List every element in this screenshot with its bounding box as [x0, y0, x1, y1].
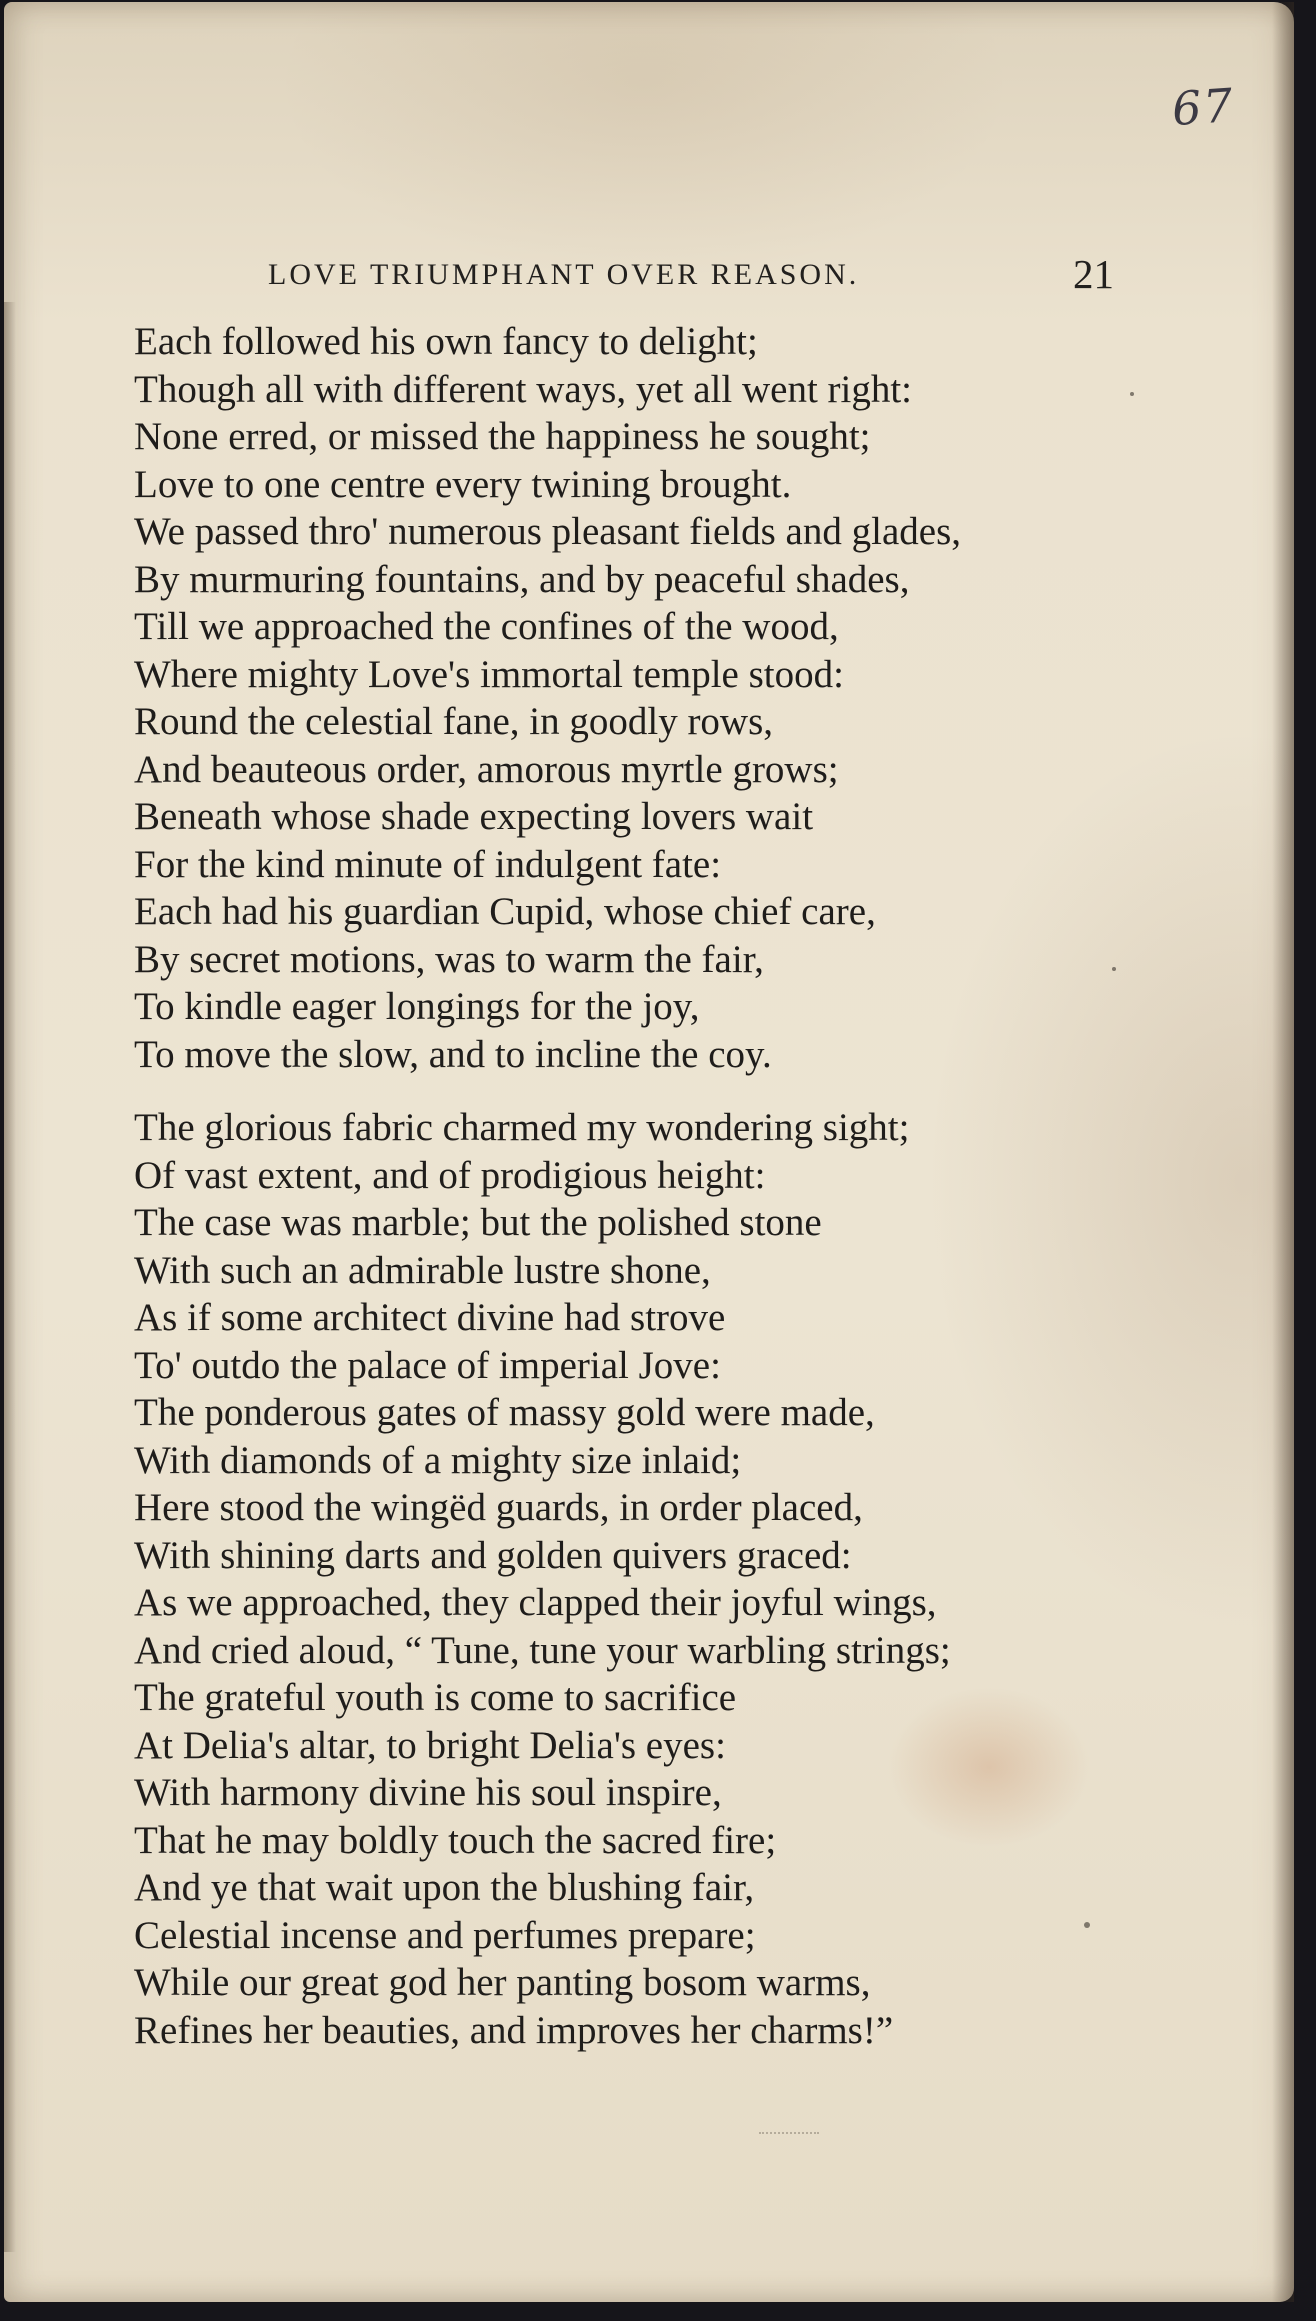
verse-line: Love to one centre every twining brought.: [134, 462, 792, 506]
running-title: LOVE TRIUMPHANT OVER REASON.: [268, 258, 860, 291]
verse-line: Beneath whose shade expecting lovers wait: [134, 795, 814, 838]
verse-line: Where mighty Love's immortal temple stood:: [134, 652, 844, 696]
verse-line: As if some architect divine had strove: [134, 1296, 726, 1339]
verse-line: Each followed his own fancy to delight;: [134, 320, 758, 363]
verse-line: With harmony divine his soul inspire,: [134, 1771, 722, 1814]
page-edge-shadow: [1272, 2, 1294, 2302]
stanza-1: [134, 318, 1144, 1078]
verse-line: At Delia's altar, to bright Delia's eyes:: [134, 1723, 726, 1767]
ink-speck: [1084, 1922, 1090, 1928]
verse-line: Of vast extent, and of prodigious height:: [134, 1153, 766, 1197]
verse-line: The case was marble; but the polished stone: [134, 1201, 822, 1244]
verse-line: That he may boldly touch the sacred fire;: [134, 1818, 777, 1862]
stanza-2: [134, 1104, 1144, 2054]
verse-line: Till we approached the confines of the wood,: [134, 605, 839, 648]
ink-speck: [1130, 392, 1134, 396]
paper-page: [4, 2, 1294, 2302]
verse-line: The ponderous gates of massy gold were made,: [134, 1391, 875, 1434]
verse-line: Round the celestial fane, in goodly rows,: [134, 700, 774, 743]
verse-line: And cried aloud, “ Tune, tune your warbling strings;: [134, 1628, 951, 1672]
verse-line: Each had his guardian Cupid, whose chief care,: [134, 890, 876, 933]
verse-line: While our great god her panting bosom warms,: [134, 1961, 871, 2004]
verse-line: Here stood the wingëd guards, in order placed,: [134, 1486, 863, 1529]
verse-line: Celestial incense and perfumes prepare;: [134, 1913, 756, 1957]
handwritten-folio-number: 67: [1170, 77, 1237, 137]
verse-line: None erred, or missed the happiness he sought;: [134, 415, 871, 458]
verse-line: And beauteous order, amorous myrtle grows;: [134, 747, 839, 791]
verse-line: To move the slow, and to incline the coy.: [134, 1032, 772, 1076]
ink-speck: [1112, 967, 1116, 971]
verse-line: Though all with different ways, yet all went right:: [134, 367, 913, 411]
page-gutter-shadow: [4, 302, 16, 2252]
verse-line: Refines her beauties, and improves her charms!”: [134, 2008, 894, 2052]
verse-line: To kindle eager longings for the joy,: [134, 985, 700, 1028]
verse-line: And ye that wait upon the blushing fair,: [134, 1866, 755, 1909]
verse-line: The grateful youth is come to sacrifice: [134, 1676, 737, 1719]
verse-line: With shining darts and golden quivers graced:: [134, 1533, 852, 1577]
page-number: 21: [1073, 251, 1114, 297]
verse-line: We passed thro' numerous pleasant fields and glades,: [134, 510, 961, 553]
verse-line: To' outdo the palace of imperial Jove:: [134, 1343, 721, 1387]
verse-line: By secret motions, was to warm the fair,: [134, 937, 764, 981]
verse-line: The glorious fabric charmed my wondering sight;: [134, 1106, 910, 1149]
page-end-mark: [759, 2132, 819, 2140]
verse-line: With diamonds of a mighty size inlaid;: [134, 1438, 742, 1482]
verse-line: By murmuring fountains, and by peaceful shades,: [134, 557, 910, 601]
verse-line: As we approached, they clapped their joyful wings,: [134, 1581, 937, 1624]
verse-line: With such an admirable lustre shone,: [134, 1248, 711, 1292]
running-head: [134, 250, 1124, 300]
verse-line: For the kind minute of indulgent fate:: [134, 842, 722, 886]
